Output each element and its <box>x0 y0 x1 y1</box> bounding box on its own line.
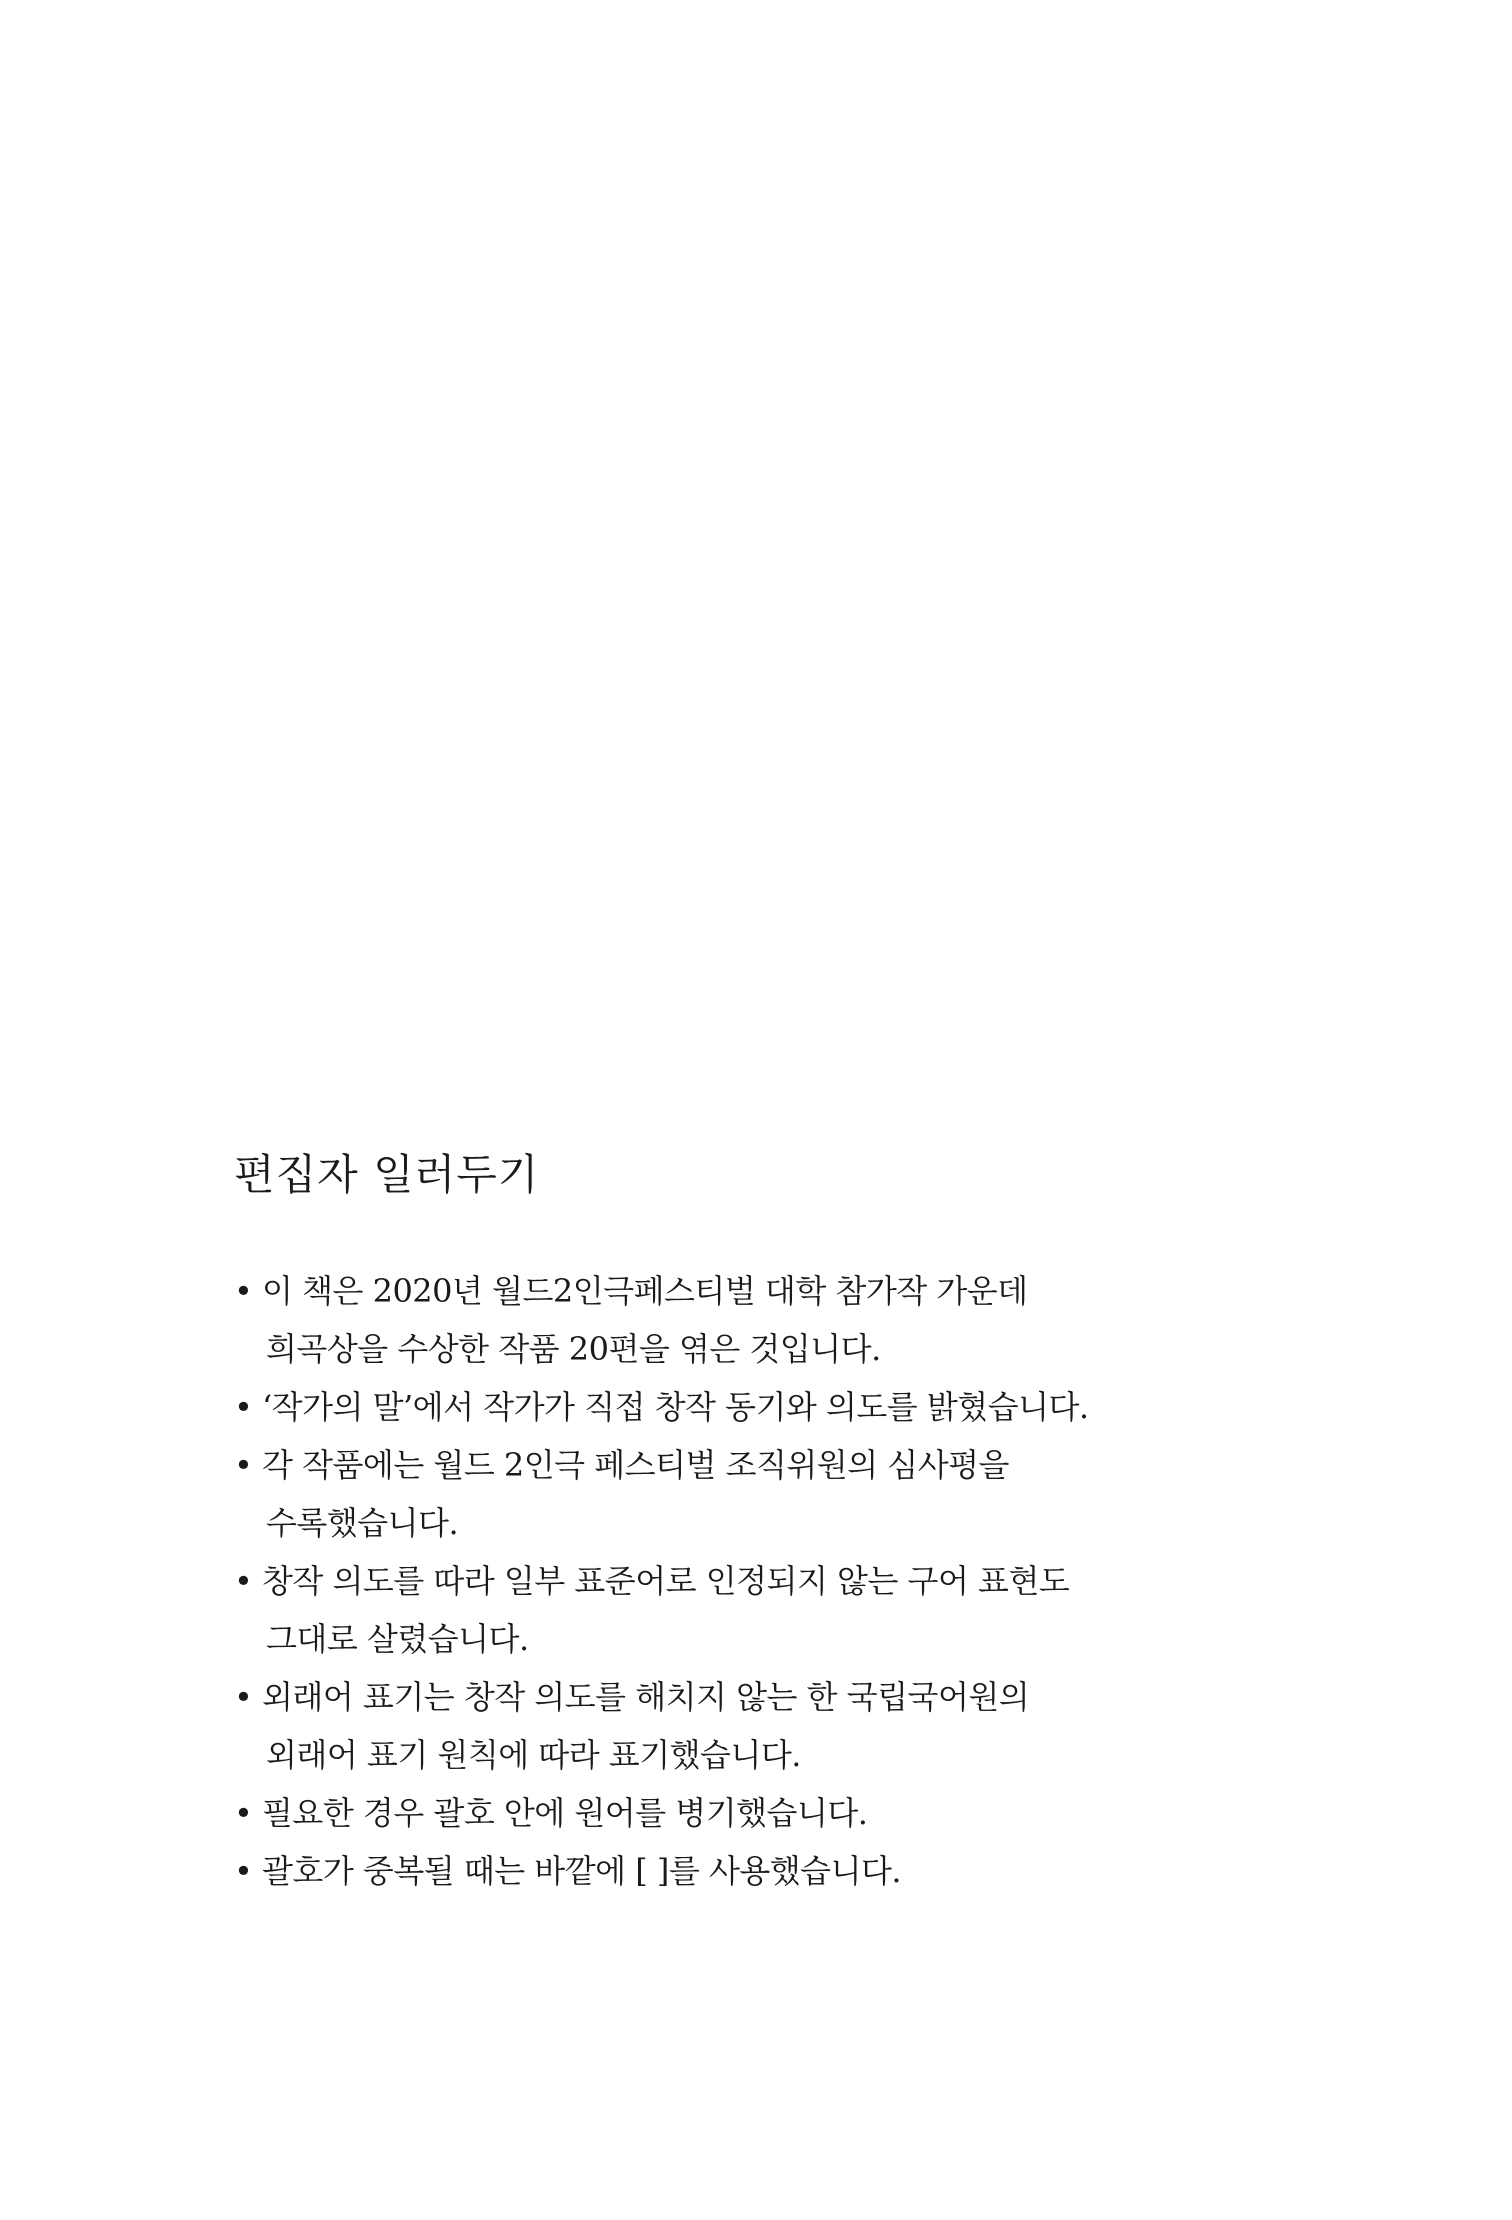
bullet-icon: • <box>234 1678 253 1717</box>
bullet-icon: • <box>234 1272 253 1311</box>
list-item <box>234 1378 1294 1436</box>
list-item <box>234 1784 1294 1842</box>
list-item <box>234 1668 1294 1784</box>
note-line: 수록했습니다. <box>266 1504 459 1543</box>
note-line: 각 작품에는 월드 2인극 페스티벌 조직위원의 심사평을 <box>262 1446 1009 1485</box>
note-line: 외래어 표기 원칙에 따라 표기했습니다. <box>266 1736 801 1775</box>
list-item <box>234 1552 1294 1668</box>
note-line: 이 책은 2020년 월드2인극페스티벌 대학 참가작 가운데 <box>262 1272 1028 1311</box>
bullet-icon: • <box>234 1388 253 1427</box>
note-line: 희곡상을 수상한 작품 20편을 엮은 것입니다. <box>266 1330 881 1369</box>
note-line: 필요한 경우 괄호 안에 원어를 병기했습니다. <box>262 1794 868 1833</box>
editor-notes <box>234 1150 1294 1900</box>
notes-title: 편집자 일러두기 <box>234 1150 540 1199</box>
list-item <box>234 1262 1294 1378</box>
note-line: 그대로 살렸습니다. <box>266 1620 529 1659</box>
bullet-icon: • <box>234 1852 253 1891</box>
list-item <box>234 1436 1294 1552</box>
bullet-icon: • <box>234 1794 253 1833</box>
note-line: 외래어 표기는 창작 의도를 해치지 않는 한 국립국어원의 <box>262 1678 1030 1717</box>
notes-list <box>234 1262 1294 1900</box>
bullet-icon: • <box>234 1446 253 1485</box>
list-item <box>234 1842 1294 1900</box>
note-line: ‘작가의 말’에서 작가가 직접 창작 동기와 의도를 밝혔습니다. <box>262 1388 1089 1427</box>
bullet-icon: • <box>234 1562 253 1601</box>
note-line: 괄호가 중복될 때는 바깥에 [ ]를 사용했습니다. <box>262 1852 902 1891</box>
note-line: 창작 의도를 따라 일부 표준어로 인정되지 않는 구어 표현도 <box>262 1562 1070 1601</box>
